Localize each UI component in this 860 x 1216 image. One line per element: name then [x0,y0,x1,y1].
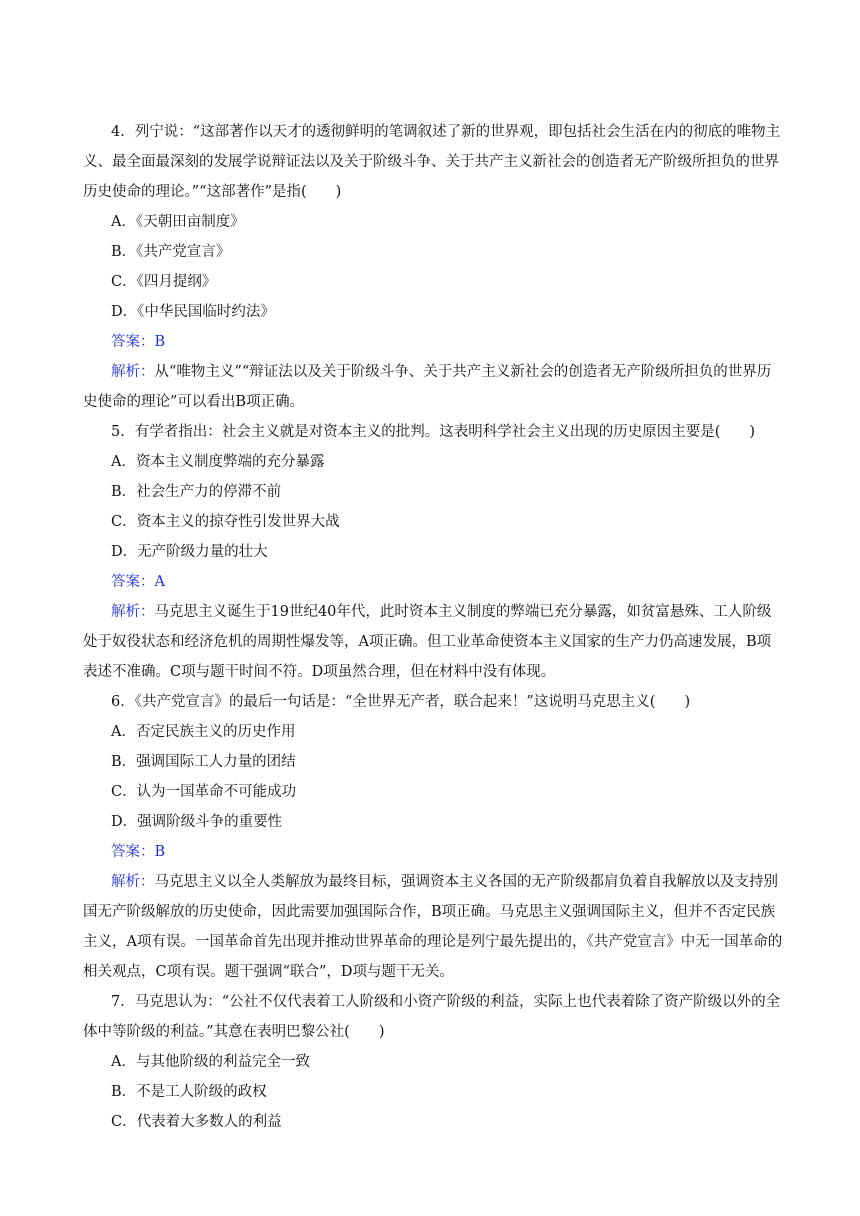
answer-line [83,567,783,597]
option-d: D．强调阶级斗争的重要性 [111,814,283,830]
answer-line [83,327,783,357]
answer-label: 答案： [111,844,155,860]
option-a: A．《天朝田亩制度》 [111,214,245,230]
question-stem: 7．马克思认为：“公社不仅代表着工人阶级和小资产阶级的利益，实际上也代表着除了资产阶级以外的全体中等阶级的利益。”其意在表明巴黎公社( ) [83,994,781,1040]
option-b: B．社会生产力的停滞不前 [111,484,282,500]
option-c: C．资本主义的掠夺性引发世界大战 [111,514,340,530]
option-d: D．无产阶级力量的壮大 [111,544,268,560]
option-d: D．《中华民国临时约法》 [111,304,275,320]
answer-value: B [154,334,166,350]
analysis-text: 马克思主义诞生于19世纪40年代，此时资本主义制度的弊端已充分暴露，如贫富悬殊、工人阶级处于奴役状态和经济危机的周期性爆发等，A项正确。但工业革命使资本主义国家的生产力仍高速发展，B项表述不准确。C项与题干时间不符。D项虽然合理，但在材料中没有体现。 [83,604,772,680]
question-4 [83,117,783,417]
question-5 [83,417,783,687]
document-page [83,117,783,1137]
option-b: B．不是工人阶级的政权 [111,1084,267,1100]
analysis-label: 解析： [111,604,155,620]
option-b: B．强调国际工人力量的团结 [111,754,296,770]
question-6 [83,687,783,987]
analysis-text: 从“唯物主义”“辩证法以及关于阶级斗争、关于共产主义新社会的创造者无产阶级所担负的世界历史使命的理论”可以看出B项正确。 [83,364,772,410]
answer-value: B [154,844,166,860]
analysis-text: 马克思主义以全人类解放为最终目标，强调资本主义各国的无产阶级都肩负着自我解放以及支持别国无产阶级解放的历史使命，因此需要加强国际合作，B项正确。马克思主义强调国际主义，但并不否定民族主义，A项有误。一国革命首先出现并推动世界革命的理论是列宁最先提出的，《共产党宣言》中无一国革命的相关观点，C项有误。题干强调“联合”，D项与题干无关。 [83,874,783,980]
answer-value: A [154,574,165,590]
option-b: B．《共产党宣言》 [111,244,231,260]
option-c: C．代表着大多数人的利益 [111,1114,282,1130]
answer-label: 答案： [111,574,155,590]
option-c: C．认为一国革命不可能成功 [111,784,297,800]
question-7 [83,987,783,1137]
question-stem: 6．《共产党宣言》的最后一句话是：“全世界无产者，联合起来！”这说明马克思主义( ) [111,694,691,710]
option-a: A．资本主义制度弊端的充分暴露 [111,454,325,470]
option-a: A．与其他阶级的利益完全一致 [111,1054,310,1070]
question-stem: 5．有学者指出：社会主义就是对资本主义的批判。这表明科学社会主义出现的历史原因主要是( ) [111,424,756,440]
answer-line [83,837,783,867]
analysis-line [83,597,783,687]
analysis-label: 解析： [111,364,155,380]
question-stem: 4．列宁说：“这部著作以天才的透彻鲜明的笔调叙述了新的世界观，即包括社会生活在内的彻底的唯物主义、最全面最深刻的发展学说辩证法以及关于阶级斗争、关于共产主义新社会的创造者无产阶级所担负的世界历史使命的理论。”“这部著作”是指( ) [83,124,781,200]
analysis-line [83,357,783,417]
option-c: C．《四月提纲》 [111,274,217,290]
analysis-label: 解析： [111,874,155,890]
analysis-line [83,867,783,987]
option-a: A．否定民族主义的历史作用 [111,724,296,740]
answer-label: 答案： [111,334,155,350]
